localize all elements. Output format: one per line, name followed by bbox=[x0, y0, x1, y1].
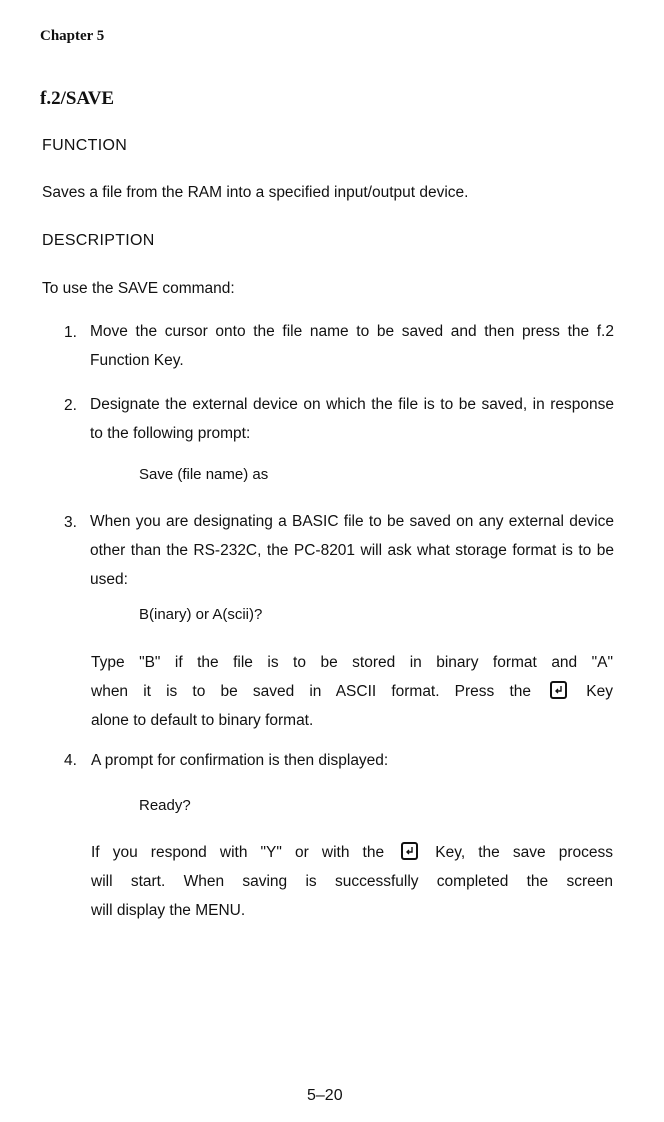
return-key-icon bbox=[550, 681, 567, 699]
step-4-prompt: Ready? bbox=[139, 797, 191, 814]
step-1-text: Move the cursor onto the file name to be saved and then press the f.2 Function Key. bbox=[90, 323, 614, 369]
step-3-note-line-2-a: when it is to be saved in ASCII format. Press the bbox=[91, 683, 531, 700]
step-3-prompt: B(inary) or A(scii)? bbox=[139, 606, 263, 623]
function-text: Saves a file from the RAM into a specified input/output device. bbox=[42, 184, 469, 201]
step-4-note-line-2: will start. When saving is successfully completed the screen bbox=[91, 873, 613, 890]
description-heading: DESCRIPTION bbox=[42, 232, 155, 249]
step-3-text: When you are designating a BASIC file to be saved on any external device other than the RS-232C, the PC-8201 will ask what storage format is to be used: bbox=[90, 513, 614, 588]
step-4-note-line-1-a: If you respond with "Y" or with the bbox=[91, 844, 385, 861]
step-1-number: 1. bbox=[64, 324, 77, 341]
step-3-note bbox=[91, 648, 613, 735]
step-4-number: 4. bbox=[64, 752, 77, 769]
step-2-number: 2. bbox=[64, 397, 77, 414]
step-3-number: 3. bbox=[64, 514, 77, 531]
step-4-text: A prompt for confirmation is then displayed: bbox=[91, 752, 389, 769]
step-2-text: Designate the external device on which the file is to be saved, in response to the following prompt: bbox=[90, 396, 614, 442]
chapter-label: Chapter 5 bbox=[40, 28, 105, 44]
step-4-note bbox=[91, 838, 613, 925]
step-3-note-line-2 bbox=[91, 677, 613, 706]
step-4-note-line-1 bbox=[91, 838, 613, 867]
function-heading: FUNCTION bbox=[42, 137, 128, 154]
return-key-icon bbox=[401, 842, 418, 860]
step-4-note-line-3: will display the MENU. bbox=[91, 902, 246, 919]
page-number: 5–20 bbox=[307, 1087, 343, 1104]
step-3-note-line-2-b: Key bbox=[586, 683, 613, 700]
step-3-note-line-3: alone to default to binary format. bbox=[91, 712, 314, 729]
step-2-prompt: Save (file name) as bbox=[139, 466, 269, 483]
step-3-note-line-1: Type "B" if the file is to be stored in binary format and "A" bbox=[91, 654, 613, 671]
step-4-note-line-1-b: Key, the save process bbox=[435, 844, 614, 861]
description-intro: To use the SAVE command: bbox=[42, 280, 235, 297]
section-title: f.2/SAVE bbox=[40, 88, 115, 109]
